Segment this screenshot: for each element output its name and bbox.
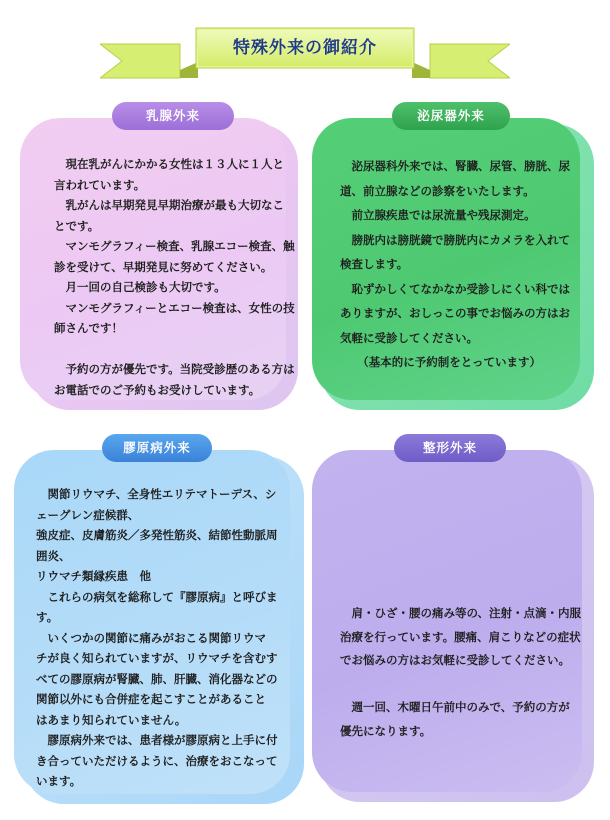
text-line: お電話でのご予約もお受けしています。	[54, 382, 261, 397]
title-ribbon	[100, 22, 510, 84]
text-line: す。	[36, 610, 59, 624]
text-line: はあまり知られていません。	[36, 712, 187, 727]
text-line: べての膠原病が腎臓、肺、肝臓、消化器などの	[36, 671, 278, 686]
text-line: 道、前立腺などの診察をいたします。	[340, 183, 535, 198]
text-line: ェーグレン症候群、	[36, 507, 140, 522]
text-line: マンモグラフィーとエコー検査は、女性の技	[65, 300, 295, 315]
text-line: （基本的に予約制をとっています）	[357, 355, 542, 369]
card-urology-clinic	[312, 108, 598, 410]
text-line: 強皮症、皮膚筋炎／多発性筋炎、結節性動脈周	[36, 528, 278, 542]
text-gap	[340, 673, 581, 697]
collagen-clinic-text	[36, 484, 278, 792]
text-line: マンモグラフィー検査、乳腺エコー検査、触	[65, 239, 295, 253]
urology-clinic-label: 泌尿器外来	[392, 102, 510, 130]
text-line: 師さんです！	[54, 321, 123, 335]
page-title: 特殊外来の御紹介	[233, 38, 377, 58]
text-line: 優先になります。	[340, 723, 432, 738]
card-collagen-clinic	[14, 440, 306, 805]
text-line: 前立腺疾患では尿流量や残尿測定。	[351, 208, 536, 222]
text-line: 診を受けて、早期発見に努めてください。	[54, 259, 273, 274]
text-line: リウマチ類縁疾患 他	[36, 569, 151, 583]
text-line: 乳がんは早期発見早期治療が最も大切なこ	[65, 198, 284, 212]
text-line: 週一回、木曜日午前中のみで、予約の方が	[351, 700, 570, 714]
breast-clinic-label: 乳腺外来	[112, 102, 234, 130]
text-line: き合っていただけるように、治療をおこなって	[36, 753, 278, 768]
orthopedic-clinic-label: 整形外来	[394, 434, 506, 462]
text-line: でお悩みの方はお気軽に受診してください。	[340, 653, 570, 667]
text-gap	[54, 339, 295, 360]
text-line: 泌尿器科外来では、腎臓、尿管、膀胱、尿	[351, 159, 570, 173]
breast-clinic-text	[54, 154, 295, 400]
text-line: 関節リウマチ、全身性エリテマトーデス、シ	[47, 487, 277, 501]
text-line: 言われています。	[54, 177, 146, 192]
card-breast-clinic	[20, 108, 302, 410]
text-line: 肩・ひざ・腰の痛み等の、注射・点滴・内服	[351, 606, 582, 620]
text-line: 現在乳がんにかかる女性は１３人に１人と	[65, 157, 284, 171]
text-line: 治療を行っています。腰痛、肩こりなどの症状	[340, 629, 581, 644]
urology-clinic-text	[340, 154, 570, 375]
card-orthopedic-clinic	[312, 440, 598, 805]
text-line: 気軽に受診してください。	[340, 330, 478, 345]
text-line: 恥ずかしくてなかなか受診しにくい科では	[351, 281, 570, 296]
text-line: います。	[36, 774, 82, 788]
text-line: 月一回の自己検診も大切です。	[65, 280, 226, 294]
text-line: 膠原病外来では、患者様が膠原病と上手に付	[47, 733, 278, 747]
text-line: とです。	[54, 218, 100, 233]
text-line: 膀胱内は膀胱鏡で膀胱内にカメラを入れて	[351, 232, 570, 247]
text-line: 予約の方が優先です。当院受診歴のある方は	[65, 362, 295, 376]
text-line: 関節以外にも合併症を起こすことがあること	[36, 692, 266, 706]
text-line: ありますが、おしっこの事でお悩みの方はお	[340, 306, 570, 320]
text-line: 囲炎、	[36, 548, 71, 563]
collagen-clinic-label: 膠原病外来	[102, 434, 212, 462]
text-line: チが良く知られていますが、リウマチを含むす	[36, 651, 278, 665]
orthopedic-clinic-text	[340, 602, 581, 743]
text-line: これらの病気を総称して『膠原病』と呼びま	[47, 589, 278, 604]
text-line: いくつかの関節に痛みがおこる関節リウマ	[47, 630, 266, 645]
text-line: 検査します。	[340, 257, 409, 271]
